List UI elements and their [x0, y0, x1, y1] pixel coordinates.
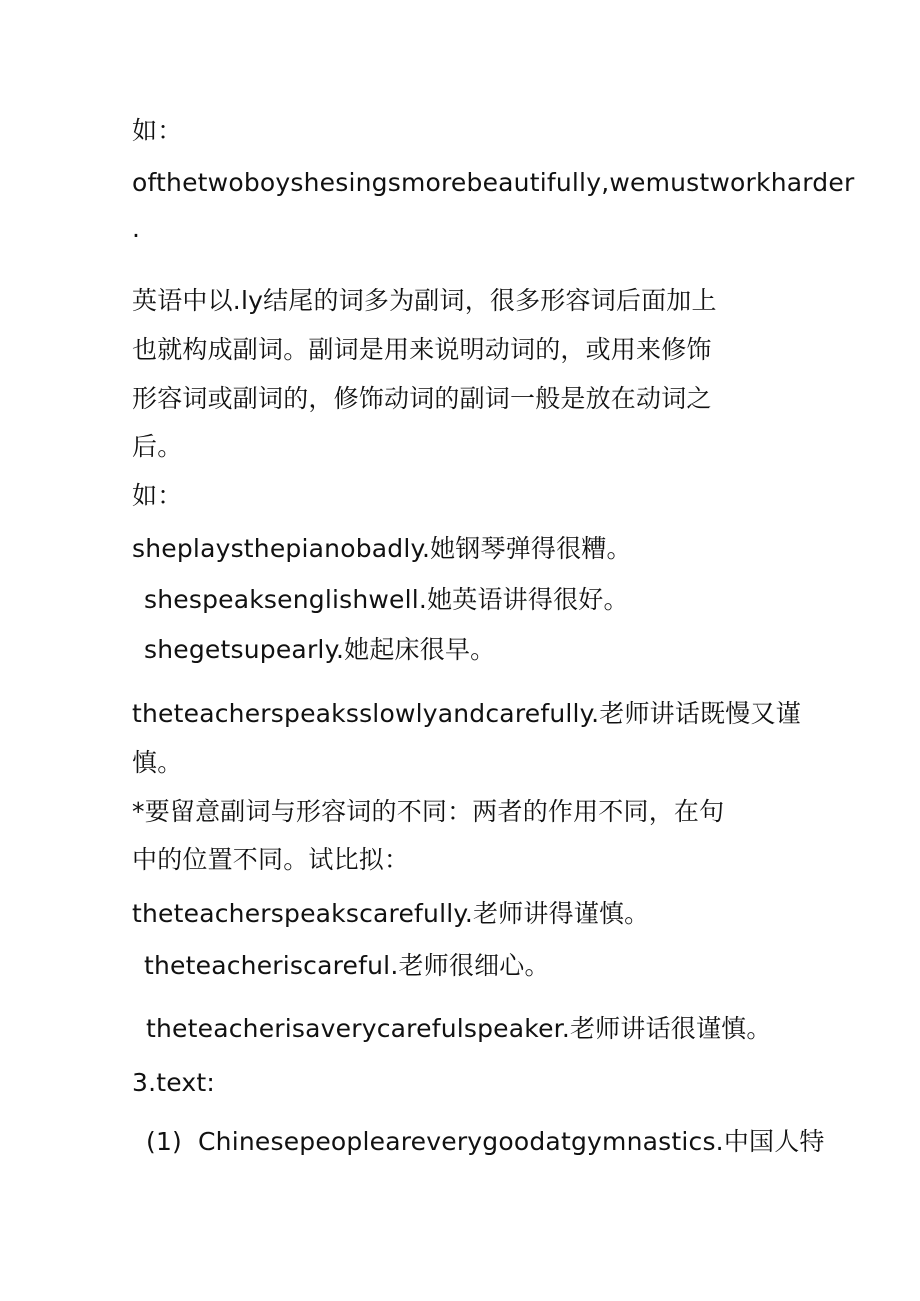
text-line-example-label-2: 如：	[132, 481, 183, 510]
text-line-note-2: 中的位置不同。试比拟：	[132, 845, 410, 874]
text-line-note-1: *要留意副词与形容词的不同：两者的作用不同，在句	[132, 797, 725, 826]
text-line-adverb-rule-1: 英语中以.ly结尾的词多为副词，很多形容词后面加上	[132, 286, 717, 315]
list-item-1	[146, 1127, 825, 1157]
text-line-period: .	[132, 214, 141, 243]
list-marker: (1)	[146, 1127, 183, 1156]
text-line-adverb-rule-2: 也就构成副词。副词是用来说明动词的，或用来修饰	[132, 335, 712, 364]
text-line-example-label: 如：	[132, 116, 183, 145]
text-line-example-sentence: ofthetwoboyshesingsmorebeautifully,wemustworkharder	[132, 168, 855, 197]
section-heading-text: 3.text:	[132, 1068, 216, 1097]
text-line-example-slowly: theteacherspeaksslowlyandcarefully.老师讲话既慢又谨	[132, 699, 801, 728]
text-line-example-slowly-cont: 慎。	[132, 748, 183, 777]
text-line-adverb-rule-4: 后。	[132, 432, 183, 461]
text-line-compare-3: theteacherisaverycarefulspeaker.老师讲话很谨慎。	[146, 1014, 772, 1043]
text-line-example-early: shegetsupearly.她起床很早。	[144, 635, 496, 664]
list-item-text: Chinesepeopleareverygoodatgymnastics.中国人特	[198, 1127, 825, 1156]
text-line-example-english: shespeaksenglishwell.她英语讲得很好。	[144, 585, 629, 614]
text-line-example-piano: sheplaysthepianobadly.她钢琴弹得很糟。	[132, 534, 632, 563]
text-line-adverb-rule-3: 形容词或副词的，修饰动词的副词一般是放在动词之	[132, 384, 712, 413]
text-line-compare-1: theteacherspeakscarefully.老师讲得谨慎。	[132, 899, 650, 928]
text-line-compare-2: theteacheriscareful.老师很细心。	[144, 951, 550, 980]
